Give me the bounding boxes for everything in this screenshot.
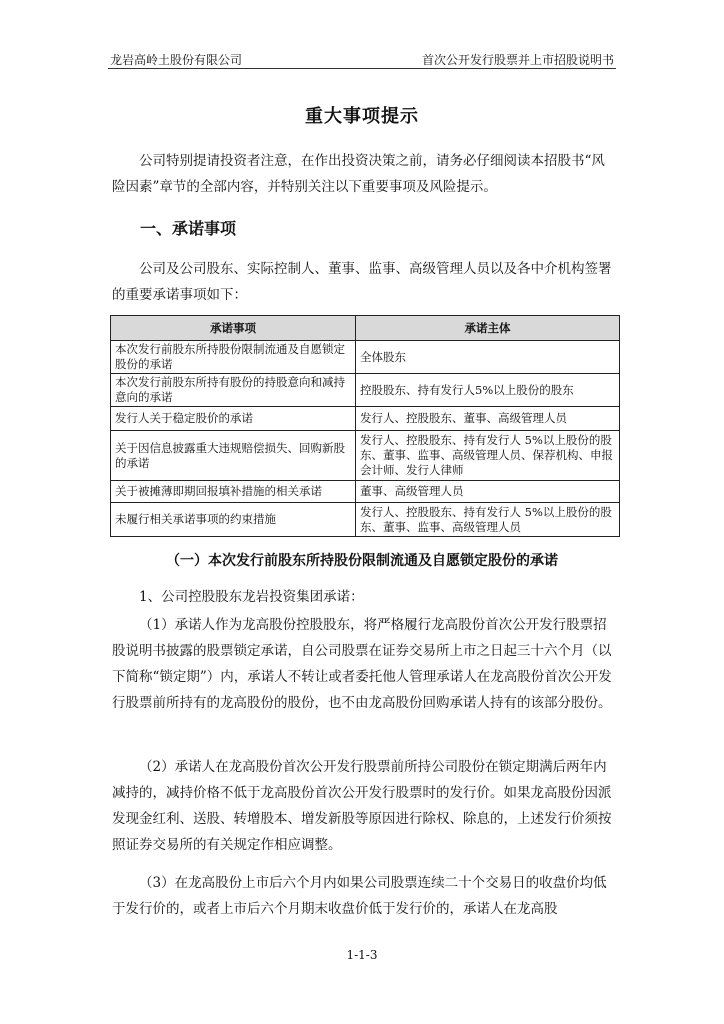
page-header bbox=[108, 48, 616, 69]
table-row bbox=[111, 407, 620, 431]
table-row bbox=[111, 374, 620, 407]
item-heading: 1、公司控股股东龙岩投资集团承诺： bbox=[139, 589, 364, 605]
table-header-cell: 承诺主体 bbox=[356, 316, 620, 341]
commitment-table bbox=[110, 315, 620, 537]
table-row bbox=[111, 431, 620, 481]
table-cell: 发行人关于稳定股价的承诺 bbox=[111, 407, 356, 431]
table-header-row bbox=[111, 316, 620, 341]
header-company: 龙岩高岭土股份有限公司 bbox=[110, 53, 243, 67]
subsection-heading: （一）本次发行前股东所持股份限制流通及自愿锁定股份的承诺 bbox=[166, 553, 558, 569]
section-intro: 公司及公司股东、实际控制人、董事、监事、高级管理人员以及各中介机构签署的重要承诺事项如下： bbox=[112, 261, 612, 303]
table-row bbox=[111, 481, 620, 503]
page-number: 1-1-3 bbox=[346, 948, 378, 962]
table-cell: 董事、高级管理人员 bbox=[356, 481, 620, 503]
section-heading: 一、承诺事项 bbox=[140, 219, 237, 238]
table-row bbox=[111, 503, 620, 537]
table-cell: 全体股东 bbox=[356, 341, 620, 374]
table-cell: 发行人、控股股东、董事、高级管理人员 bbox=[356, 407, 620, 431]
table-cell: 关于被摊薄即期回报填补措施的相关承诺 bbox=[111, 481, 356, 503]
page-title: 重大事项提示 bbox=[305, 106, 419, 127]
table-cell: 发行人、控股股东、持有发行人 5%以上股份的股东、董事、监事、高级管理人员 bbox=[356, 503, 620, 537]
paragraph-2: （2）承诺人在龙高股份首次公开发行股票前所持公司股份在锁定期满后两年内减持的，减持价格不低于龙高股份首次公开发行股票时的发行价。如果龙高股份因派发现金红利、送股、转增股本、增发新股等原因进行除权、除息的，上述发行价须按照证券交易所的有关规定作相应调整。 bbox=[112, 759, 612, 853]
table-cell: 未履行相关承诺事项的约束措施 bbox=[111, 503, 356, 537]
paragraph-3: （3）在龙高股份上市后六个月内如果公司股票连续二十个交易日的收盘价均低于发行价的，或者上市后六个月期末收盘价低于发行价的，承诺人在龙高股 bbox=[112, 875, 607, 917]
table-cell: 本次发行前股东所持有股份的持股意向和减持意向的承诺 bbox=[111, 374, 356, 407]
table-cell: 控股股东、持有发行人5%以上股份的股东 bbox=[356, 374, 620, 407]
table-cell: 关于因信息披露重大违规赔偿损失、回购新股的承诺 bbox=[111, 431, 356, 481]
table-cell: 发行人、控股股东、持有发行人 5%以上股份的股东、董事、监事、高级管理人员、保荐机构、申报会计师、发行人律师 bbox=[356, 431, 620, 481]
intro-paragraph: 公司特别提请投资者注意，在作出投资决策之前，请务必仔细阅读本招股书“风险因素”章节的全部内容，并特别关注以下重要事项及风险提示。 bbox=[112, 153, 605, 195]
table-header-cell: 承诺事项 bbox=[111, 316, 356, 341]
paragraph-1: （1）承诺人作为龙高股份控股股东，将严格履行龙高股份首次公开发行股票招股说明书披露的股票锁定承诺，自公司股票在证券交易所上市之日起三十六个月（以下简称“锁定期”）内，承诺人不转让或者委托他人管理承诺人在龙高股份首次公开发行股票前所持有的龙高股份的股份，也不由龙高股份回购承诺人持有的该部分股份。 bbox=[112, 617, 612, 711]
table-row bbox=[111, 341, 620, 374]
header-document-title: 首次公开发行股票并上市招股说明书 bbox=[421, 53, 614, 67]
table-cell: 本次发行前股东所持股份限制流通及自愿锁定股份的承诺 bbox=[111, 341, 356, 374]
